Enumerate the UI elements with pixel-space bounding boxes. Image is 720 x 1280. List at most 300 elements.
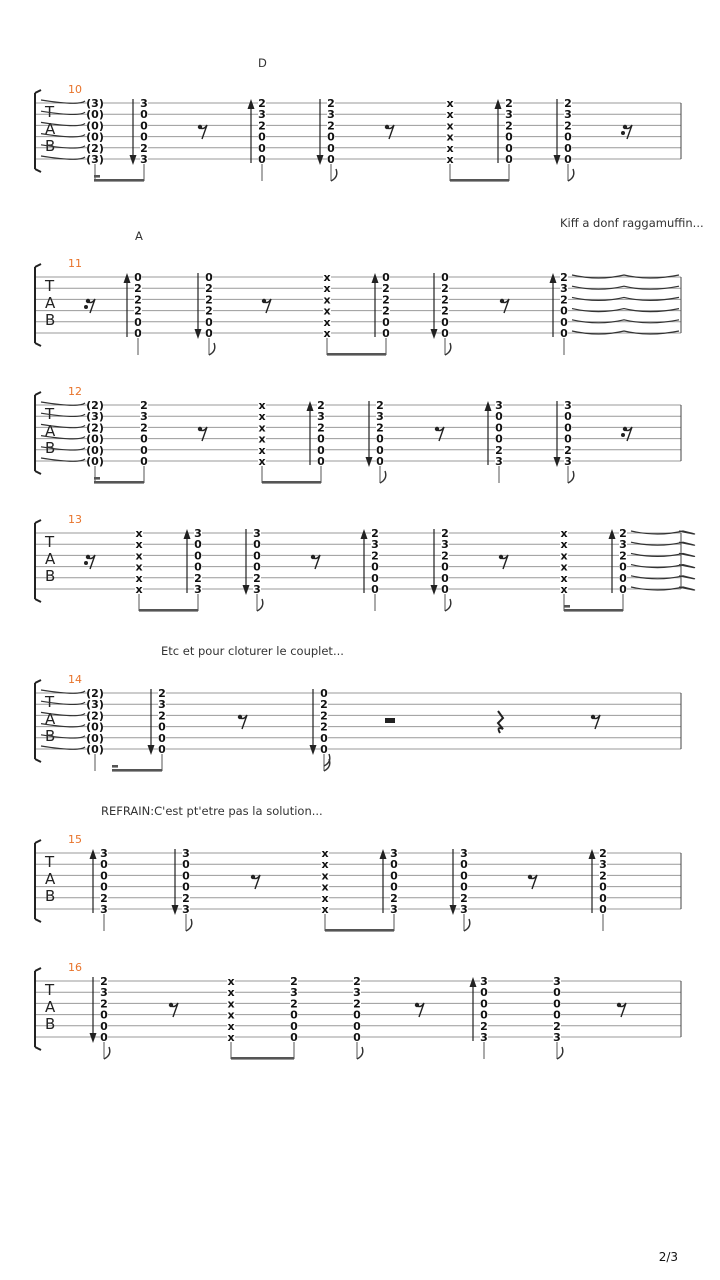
fret-number: 0	[317, 455, 325, 468]
fret-number: 0	[327, 153, 335, 166]
fret-number: 2	[619, 527, 627, 540]
fret-number: 0	[564, 141, 572, 155]
fret-number: 0	[290, 1019, 298, 1033]
fret-number: 3	[182, 903, 190, 916]
system-bracket	[35, 680, 41, 762]
fret-number: 2	[140, 421, 148, 435]
fret-number: 0	[441, 327, 449, 340]
measure-number: 15	[68, 833, 82, 846]
fret-number: 3	[258, 108, 266, 122]
measure-number: 10	[68, 83, 82, 96]
fret-number: 3	[505, 108, 513, 122]
note-beam	[94, 179, 144, 182]
fret-number: x	[323, 327, 331, 340]
fret-number: 0	[480, 997, 488, 1011]
note-beam	[262, 481, 321, 484]
fret-number: 0	[619, 560, 627, 574]
measure-number: 12	[68, 385, 82, 398]
fret-number: 2	[599, 847, 607, 860]
note-beam-partial	[94, 477, 100, 480]
fret-number: 3	[100, 903, 108, 916]
fret-number: 0	[599, 903, 607, 916]
tab-clef-letter: A	[45, 422, 56, 440]
fret-number: 0	[460, 880, 468, 894]
fret-number: 0	[140, 432, 148, 446]
fret-number: 0	[258, 141, 266, 155]
fret-number: 2	[564, 443, 572, 457]
fret-number: (3)	[86, 97, 104, 110]
measure-number: 11	[68, 257, 82, 270]
fret-number: 2	[100, 997, 108, 1011]
annotation-refrain: REFRAIN:C'est pt'etre pas la solution...	[101, 804, 323, 818]
note-beam	[139, 609, 198, 612]
fret-number: 0	[505, 141, 513, 155]
fret-number: 0	[560, 327, 568, 340]
fret-number: 2	[382, 304, 390, 318]
fret-number: x	[446, 108, 454, 122]
fret-number: 2	[320, 698, 328, 712]
fret-number: 0	[194, 549, 202, 563]
measure-number: 16	[68, 961, 82, 974]
fret-number: 0	[134, 327, 142, 340]
fret-number: x	[258, 443, 266, 457]
fret-number: 0	[441, 271, 449, 284]
fret-number: (3)	[86, 153, 104, 166]
fret-number: 3	[495, 455, 503, 468]
fret-number: 0	[441, 583, 449, 596]
fret-number: 2	[353, 975, 361, 988]
fret-number: 0	[158, 743, 166, 756]
tab-clef-letter: A	[45, 550, 56, 568]
note-beam-partial	[112, 765, 118, 768]
tab-clef-letter: T	[45, 533, 55, 551]
fret-number: 0	[495, 410, 503, 424]
tab-clef-letter: T	[45, 981, 55, 999]
half-rest	[385, 718, 395, 723]
fret-number: (2)	[86, 709, 104, 723]
fret-number: 2	[320, 709, 328, 723]
fret-number: 2	[258, 119, 266, 133]
fret-number: x	[258, 399, 266, 412]
fret-number: x	[258, 455, 266, 468]
fret-number: x	[560, 549, 568, 563]
tab-system	[35, 385, 681, 484]
fret-number: x	[560, 538, 568, 552]
fret-number: 0	[564, 421, 572, 435]
fret-number: 3	[182, 847, 190, 860]
tab-clef-letter: A	[45, 120, 56, 138]
fret-number: 3	[158, 698, 166, 712]
note-beam-partial	[94, 175, 100, 178]
tab-clef-letter: B	[45, 439, 56, 457]
fret-number: x	[227, 1031, 235, 1044]
fret-number: 2	[320, 720, 328, 734]
fret-number: 2	[134, 282, 142, 296]
fret-number: x	[321, 847, 329, 860]
fret-number: 2	[441, 527, 449, 540]
fret-number: 0	[495, 421, 503, 435]
fret-number: 2	[205, 293, 213, 307]
fret-number: 2	[140, 141, 148, 155]
tab-system	[35, 257, 681, 356]
fret-number: 0	[158, 731, 166, 745]
tab-clef-letter: T	[45, 693, 55, 711]
fret-number: 0	[560, 315, 568, 329]
measure-number: 14	[68, 673, 82, 686]
fret-number: 0	[134, 271, 142, 284]
fret-number: 0	[619, 571, 627, 585]
fret-number: 0	[441, 315, 449, 329]
fret-number: 2	[441, 282, 449, 296]
fret-number: (0)	[86, 130, 104, 144]
fret-number: 0	[505, 153, 513, 166]
fret-number: (0)	[86, 119, 104, 133]
fret-number: 0	[320, 731, 328, 745]
note-flag	[331, 169, 337, 181]
fret-number: 3	[353, 986, 361, 1000]
fret-number: 2	[317, 399, 325, 412]
fret-number: 0	[100, 1031, 108, 1044]
fret-number: 3	[460, 903, 468, 916]
note-beam	[94, 481, 144, 484]
fret-number: 0	[158, 720, 166, 734]
tab-clef-letter: A	[45, 710, 56, 728]
fret-number: 0	[100, 880, 108, 894]
fret-number: 2	[460, 891, 468, 905]
fret-number: x	[135, 527, 143, 540]
system-bracket	[35, 90, 41, 172]
fret-number: 0	[140, 119, 148, 133]
fret-number: 2	[371, 527, 379, 540]
system-bracket	[35, 968, 41, 1050]
fret-number: 3	[371, 538, 379, 552]
fret-number: 0	[599, 891, 607, 905]
fret-number: 0	[353, 1008, 361, 1022]
fret-number: 0	[290, 1031, 298, 1044]
fret-number: 0	[253, 560, 261, 574]
fret-number: x	[258, 421, 266, 435]
fret-number: 0	[371, 583, 379, 596]
fret-number: 2	[158, 687, 166, 700]
chord-label-a: A	[135, 229, 143, 243]
fret-number: x	[323, 293, 331, 307]
fret-number: 3	[253, 583, 261, 596]
fret-number: 2	[327, 119, 335, 133]
fret-number: 0	[441, 571, 449, 585]
fret-number: 2	[317, 421, 325, 435]
fret-number: 2	[158, 709, 166, 723]
fret-number: 3	[564, 108, 572, 122]
fret-number: x	[446, 130, 454, 144]
fret-number: 0	[553, 986, 561, 1000]
fret-number: (2)	[86, 421, 104, 435]
fret-number: 0	[371, 560, 379, 574]
fret-number: 0	[253, 549, 261, 563]
fret-number: (0)	[86, 720, 104, 734]
tab-clef-letter: T	[45, 103, 55, 121]
tab-system	[35, 833, 681, 932]
fret-number: 2	[205, 282, 213, 296]
fret-number: 3	[253, 527, 261, 540]
fret-number: x	[227, 975, 235, 988]
fret-number: 3	[140, 153, 148, 166]
note-flag	[568, 169, 574, 181]
fret-number: 3	[376, 410, 384, 424]
fret-number: 0	[140, 130, 148, 144]
fret-number: 2	[100, 891, 108, 905]
fret-number: 3	[100, 847, 108, 860]
fret-number: x	[258, 432, 266, 446]
fret-number: 2	[376, 399, 384, 412]
note-beam	[231, 1057, 294, 1060]
fret-number: 0	[390, 858, 398, 872]
fret-number: 0	[194, 560, 202, 574]
fret-number: 3	[553, 975, 561, 988]
tab-clef-letter: B	[45, 311, 56, 329]
fret-number: 2	[134, 304, 142, 318]
note-flag	[380, 471, 386, 483]
fret-number: 0	[564, 130, 572, 144]
fret-number: x	[227, 1008, 235, 1022]
fret-number: x	[323, 304, 331, 318]
fret-number: 2	[371, 549, 379, 563]
fret-number: x	[321, 880, 329, 894]
fret-number: 0	[182, 869, 190, 883]
fret-number: (2)	[86, 141, 104, 155]
quarter-rest	[498, 711, 503, 733]
fret-number: 0	[371, 571, 379, 585]
tie-out	[572, 275, 679, 334]
measure-number: 13	[68, 513, 82, 526]
tab-system	[35, 513, 695, 612]
fret-number: 3	[619, 538, 627, 552]
fret-number: 0	[140, 455, 148, 468]
fret-number: 0	[320, 687, 328, 700]
fret-number: 2	[134, 293, 142, 307]
fret-number: 2	[194, 571, 202, 585]
fret-number: 3	[480, 1031, 488, 1044]
fret-number: x	[446, 97, 454, 110]
note-flag	[445, 343, 451, 355]
note-beam	[327, 353, 386, 356]
fret-number: 2	[253, 571, 261, 585]
fret-number: 0	[480, 1008, 488, 1022]
fret-number: 0	[460, 869, 468, 883]
fret-number: x	[135, 538, 143, 552]
fret-number: x	[560, 583, 568, 596]
tab-clef-letter: T	[45, 853, 55, 871]
fret-number: 0	[317, 432, 325, 446]
fret-number: 2	[290, 997, 298, 1011]
tab-clef-letter: T	[45, 405, 55, 423]
fret-number: 2	[353, 997, 361, 1011]
note-beam	[564, 609, 623, 612]
tab-clef-letter: B	[45, 887, 56, 905]
fret-number: 0	[495, 432, 503, 446]
fret-number: 2	[505, 119, 513, 133]
fret-number: 2	[140, 399, 148, 412]
fret-number: 0	[205, 271, 213, 284]
fret-number: 0	[390, 869, 398, 883]
tie-out	[631, 531, 695, 590]
fret-number: x	[323, 271, 331, 284]
tab-clef-letter: B	[45, 727, 56, 745]
fret-number: x	[446, 141, 454, 155]
fret-number: (0)	[86, 455, 104, 468]
page-number: 2/3	[658, 1250, 678, 1264]
system-bracket	[35, 520, 41, 602]
tab-system	[35, 961, 681, 1060]
fret-number: (3)	[86, 698, 104, 712]
fret-number: 0	[100, 1019, 108, 1033]
tab-clef-letter: A	[45, 294, 56, 312]
fret-number: x	[321, 903, 329, 916]
fret-number: 2	[441, 549, 449, 563]
fret-number: 2	[564, 97, 572, 110]
fret-number: 0	[134, 315, 142, 329]
fret-number: 2	[100, 975, 108, 988]
fret-number: 3	[480, 975, 488, 988]
fret-number: x	[323, 315, 331, 329]
fret-number: x	[560, 560, 568, 574]
tab-clef-letter: T	[45, 277, 55, 295]
fret-number: 0	[290, 1008, 298, 1022]
note-beam	[112, 769, 162, 772]
fret-number: 2	[619, 549, 627, 563]
fret-number: 0	[258, 153, 266, 166]
system-bracket	[35, 264, 41, 346]
fret-number: 2	[505, 97, 513, 110]
fret-number: 3	[560, 282, 568, 296]
fret-number: x	[135, 549, 143, 563]
fret-number: 0	[327, 141, 335, 155]
fret-number: 0	[382, 327, 390, 340]
fret-number: 3	[441, 538, 449, 552]
fret-number: 0	[460, 858, 468, 872]
fret-number: 0	[441, 560, 449, 574]
fret-number: 3	[564, 399, 572, 412]
note-beam	[450, 179, 509, 182]
tab-system	[35, 673, 681, 772]
annotation-kiff: Kiff a donf raggamuffin...	[560, 216, 704, 230]
fret-number: 3	[564, 455, 572, 468]
tab-clef-letter: A	[45, 998, 56, 1016]
note-flag	[257, 599, 263, 611]
fret-number: 0	[100, 1008, 108, 1022]
fret-number: 0	[376, 443, 384, 457]
fret-number: x	[227, 1019, 235, 1033]
fret-number: (2)	[86, 687, 104, 700]
fret-number: 0	[100, 858, 108, 872]
fret-number: 0	[100, 869, 108, 883]
tab-clef-letter: B	[45, 137, 56, 155]
fret-number: 0	[182, 858, 190, 872]
fret-number: 0	[390, 880, 398, 894]
fret-number: (3)	[86, 410, 104, 424]
fret-number: 0	[140, 108, 148, 122]
note-flag	[186, 919, 192, 931]
note-flag	[209, 343, 215, 355]
fret-number: x	[135, 571, 143, 585]
fret-number: 0	[619, 583, 627, 596]
fret-number: 0	[205, 327, 213, 340]
fret-number: x	[560, 571, 568, 585]
fret-number: x	[560, 527, 568, 540]
tab-clef-letter: B	[45, 1015, 56, 1033]
fret-number: 0	[553, 997, 561, 1011]
fret-number: x	[323, 282, 331, 296]
fret-number: 0	[376, 455, 384, 468]
note-flag	[464, 919, 470, 931]
fret-number: 2	[564, 119, 572, 133]
fret-number: x	[321, 858, 329, 872]
fret-number: 0	[353, 1019, 361, 1033]
fret-number: 3	[599, 858, 607, 872]
fret-number: 0	[253, 538, 261, 552]
fret-number: 0	[505, 130, 513, 144]
chord-label-d: D	[258, 56, 267, 70]
fret-number: 3	[317, 410, 325, 424]
fret-number: 2	[441, 304, 449, 318]
fret-number: 2	[182, 891, 190, 905]
note-flag	[445, 599, 451, 611]
fret-number: 3	[460, 847, 468, 860]
fret-number: 0	[258, 130, 266, 144]
fret-number: 2	[480, 1019, 488, 1033]
annotation-cloturer: Etc et pour cloturer le couplet...	[161, 644, 344, 658]
fret-number: 3	[390, 903, 398, 916]
fret-number: x	[446, 153, 454, 166]
tab-clef-letter: B	[45, 567, 56, 585]
tab-clef-letter: A	[45, 870, 56, 888]
fret-number: x	[321, 869, 329, 883]
tab-system	[35, 83, 681, 182]
fret-number: 0	[320, 743, 328, 756]
system-bracket	[35, 392, 41, 474]
fret-number: 2	[441, 293, 449, 307]
fret-number: 0	[182, 880, 190, 894]
fret-number: x	[135, 560, 143, 574]
fret-number: 2	[382, 293, 390, 307]
fret-number: x	[321, 891, 329, 905]
fret-number: 3	[140, 410, 148, 424]
fret-number: 2	[495, 443, 503, 457]
fret-number: 0	[140, 443, 148, 457]
note-flag	[568, 471, 574, 483]
fret-number: 2	[327, 97, 335, 110]
fret-number: 3	[553, 1031, 561, 1044]
fret-number: 0	[564, 153, 572, 166]
fret-number: 0	[327, 130, 335, 144]
fret-number: 0	[205, 315, 213, 329]
fret-number: (0)	[86, 443, 104, 457]
note-beam	[325, 929, 394, 932]
fret-number: 3	[390, 847, 398, 860]
fret-number: 2	[553, 1019, 561, 1033]
fret-number: 2	[390, 891, 398, 905]
fret-number: 3	[327, 108, 335, 122]
fret-number: 0	[376, 432, 384, 446]
fret-number: 2	[290, 975, 298, 988]
fret-number: 2	[258, 97, 266, 110]
fret-number: 3	[495, 399, 503, 412]
fret-number: x	[227, 997, 235, 1011]
note-flag	[357, 1047, 363, 1059]
fret-number: 3	[194, 583, 202, 596]
fret-number: 2	[376, 421, 384, 435]
fret-number: 0	[560, 304, 568, 318]
fret-number: 2	[205, 304, 213, 318]
